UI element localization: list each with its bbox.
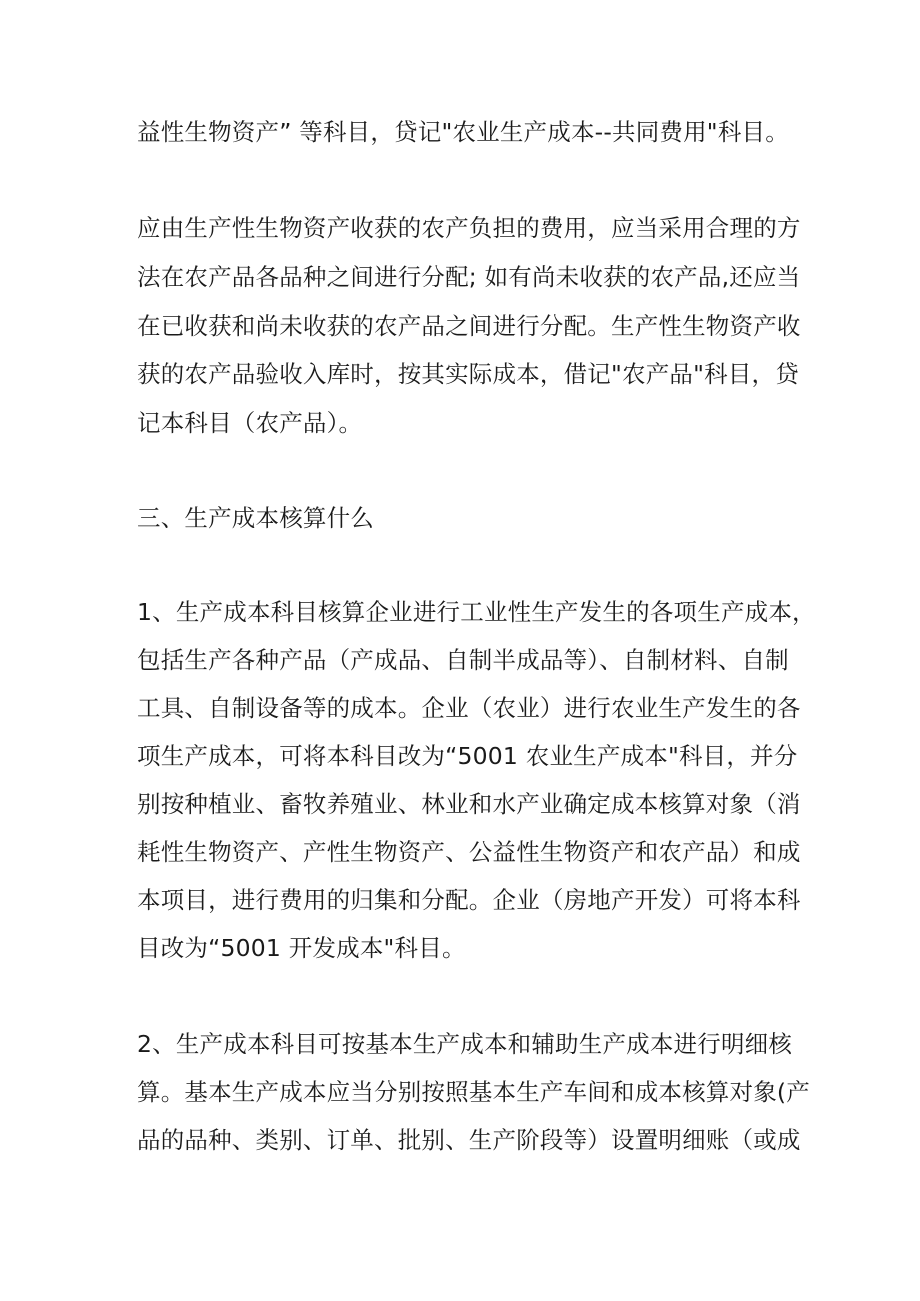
- paragraph-line: 2、生产成本科目可按基本生产成本和辅助生产成本进行明细核: [137, 1030, 793, 1058]
- paragraph-line: 项生产成本，可将本科目改为“5001 农业生产成本"科目，并分: [137, 742, 798, 770]
- paragraph-line: 在已收获和尚未收获的农产品之间进行分配。生产性生物资产收: [137, 312, 801, 340]
- section-heading: 三、生产成本核算什么: [137, 504, 374, 532]
- paragraph-line: 包括生产各种产品（产成品、自制半成品等）、自制材料、自制: [137, 646, 789, 674]
- paragraph-line: 益性生物资产” 等科目，贷记"农业生产成本--共同费用"科目。: [137, 118, 789, 146]
- paragraph-line: 工具、自制设备等的成本。企业（农业）进行农业生产发生的各: [137, 694, 801, 722]
- paragraph-line: 记本科目（农产品）。: [137, 409, 363, 437]
- paragraph-line: 目改为“5001 开发成本"科目。: [137, 934, 466, 962]
- paragraph-line: 法在农产品各品种之间进行分配; 如有尚未收获的农产品,还应当: [137, 263, 801, 291]
- paragraph-line: 别按种植业、畜牧养殖业、林业和水产业确定成本核算对象（消: [137, 790, 801, 818]
- paragraph-line: 算。基本生产成本应当分别按照基本生产车间和成本核算对象(产: [137, 1078, 810, 1106]
- paragraph-line: 本项目，进行费用的归集和分配。企业（房地产开发）可将本科: [137, 886, 801, 914]
- paragraph-line: 1、生产成本科目核算企业进行工业性生产发生的各项生产成本，: [137, 598, 816, 626]
- paragraph-line: 获的农产品验收入库时，按其实际成本，借记"农产品"科目，贷: [137, 360, 799, 388]
- paragraph-line: 耗性生物资产、产性生物资产、公益性生物资产和农产品）和成: [137, 838, 801, 866]
- paragraph-line: 应由生产性生物资产收获的农产负担的费用，应当采用合理的方: [137, 214, 801, 242]
- paragraph-line: 品的品种、类别、订单、批别、生产阶段等）设置明细账（或成: [137, 1126, 801, 1154]
